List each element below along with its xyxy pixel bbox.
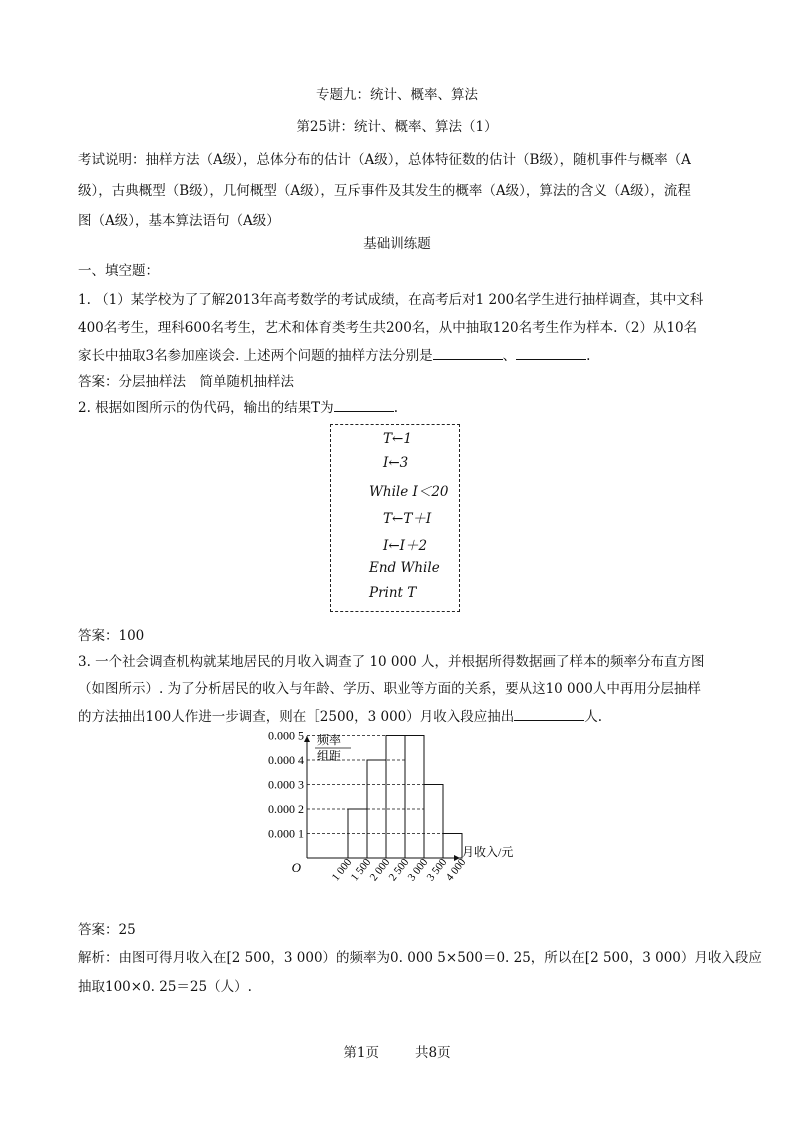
x-tick-label: 3 500 bbox=[424, 856, 450, 884]
q1-line-3-text: 家长中抽取3名参加座谈会. 上述两个问题的抽样方法分别是 bbox=[78, 348, 433, 364]
q2-line-1 bbox=[78, 396, 398, 416]
q1-line-1: 1. （1）某学校为了了解2013年高考数学的考试成绩，在高考后对1 200名学生进行抽样调查，其中文科 bbox=[78, 292, 704, 308]
y-label-denominator: 组距 bbox=[317, 749, 342, 763]
histogram-bar bbox=[424, 785, 443, 859]
x-axis-label: 月收入/元 bbox=[462, 845, 514, 859]
origin-label: O bbox=[291, 860, 301, 875]
x-tick-label: 3 000 bbox=[405, 856, 431, 884]
document-subtitle: 第25讲：统计、概率、算法（1） bbox=[296, 119, 498, 135]
code-line-2: I←3 bbox=[383, 455, 409, 471]
x-tick-label: 2 500 bbox=[386, 856, 412, 884]
y-label-numerator: 频率 bbox=[317, 733, 342, 747]
part-title: 一、填空题： bbox=[78, 263, 159, 279]
q3-line-2: （如图所示）. 为了分析居民的收入与年龄、学历、职业等方面的关系，要从这10 000人中再用分层抽样 bbox=[78, 681, 701, 697]
frequency-histogram bbox=[260, 728, 540, 918]
pseudocode-box bbox=[330, 424, 460, 612]
x-tick-label: 2 000 bbox=[367, 856, 393, 884]
histogram-bar bbox=[405, 736, 424, 859]
exam-note-line-1: 考试说明：抽样方法（A级），总体分布的估计（A级），总体特征数的估计（B级），随机事件与概率（A bbox=[78, 152, 691, 168]
page-number: 第1页 bbox=[343, 1045, 379, 1061]
code-line-5: I←I＋2 bbox=[383, 538, 428, 554]
q3-line-end: 人. bbox=[584, 709, 603, 725]
q3-text: 的方法抽出100人作进一步调查，则在［2500，3 000）月收入段应抽出 bbox=[78, 709, 515, 725]
histogram-bar bbox=[386, 736, 405, 859]
q3-line-1: 3. 一个社会调查机构就某地居民的月收入调查了 10 000 人，并根据所得数据画了样本的频率分布直方图 bbox=[78, 654, 705, 670]
x-tick-label: 1 500 bbox=[348, 856, 374, 884]
q1-line-3 bbox=[78, 344, 590, 364]
histogram-bar bbox=[443, 834, 462, 859]
q1-answer: 答案：分层抽样法 简单随机抽样法 bbox=[78, 374, 294, 390]
q3-line-3 bbox=[78, 705, 602, 725]
q1-line-2: 400名考生，理科600名考生，艺术和体育类考生共200名，从中抽取120名考生作为样本.（2）从10名 bbox=[78, 320, 698, 336]
page-footer bbox=[0, 1041, 794, 1061]
y-tick-label: 0.000 2 bbox=[268, 802, 304, 816]
y-tick-label: 0.000 3 bbox=[268, 777, 304, 792]
q3-analysis-line-2: 抽取100×0. 25＝25（人）. bbox=[78, 979, 252, 995]
q3-answer-blank[interactable] bbox=[514, 707, 584, 721]
q2-text: 2. 根据如图所示的伪代码，输出的结果T为 bbox=[78, 400, 334, 416]
page-total: 共8页 bbox=[415, 1045, 451, 1061]
y-axis-arrow bbox=[304, 736, 310, 742]
q1-answer-blank-2[interactable] bbox=[516, 346, 586, 360]
code-line-7: Print T bbox=[369, 585, 417, 601]
q1-separator: 、 bbox=[502, 348, 517, 364]
document-title: 专题九：统计、概率、算法 bbox=[316, 87, 478, 103]
q2-line-end: . bbox=[393, 400, 398, 416]
q1-answer-blank-1[interactable] bbox=[433, 346, 503, 360]
exam-note-line-2: 级），古典概型（B级），几何概型（A级），互斥事件及其发生的概率（A级），算法的含义（A级），流程 bbox=[78, 183, 691, 199]
code-line-3: While I＜20 bbox=[369, 484, 449, 500]
x-tick-label: 1 000 bbox=[329, 856, 355, 884]
q2-answer: 答案：100 bbox=[78, 628, 145, 644]
exam-note-line-3: 图（A级），基本算法语句（A级） bbox=[78, 213, 280, 229]
y-tick-label: 0.000 4 bbox=[268, 753, 304, 767]
y-tick-label: 0.000 1 bbox=[268, 826, 304, 841]
q3-answer: 答案：25 bbox=[78, 922, 136, 938]
section-title: 基础训练题 bbox=[363, 236, 431, 252]
code-line-4: T←T＋I bbox=[383, 511, 432, 527]
code-line-6: End While bbox=[369, 560, 440, 576]
code-line-1: T←1 bbox=[383, 431, 412, 447]
q1-line-end: . bbox=[586, 348, 591, 364]
q3-analysis-line-1: 解析：由图可得月收入在[2 500，3 000）的频率为0. 000 5×500＝0. 25，所以在[2 500，3 000）月收入段应 bbox=[78, 950, 762, 966]
y-tick-label: 0.000 5 bbox=[268, 728, 304, 743]
q2-answer-blank[interactable] bbox=[334, 398, 394, 412]
x-tick-label: 4 000 bbox=[443, 856, 469, 884]
